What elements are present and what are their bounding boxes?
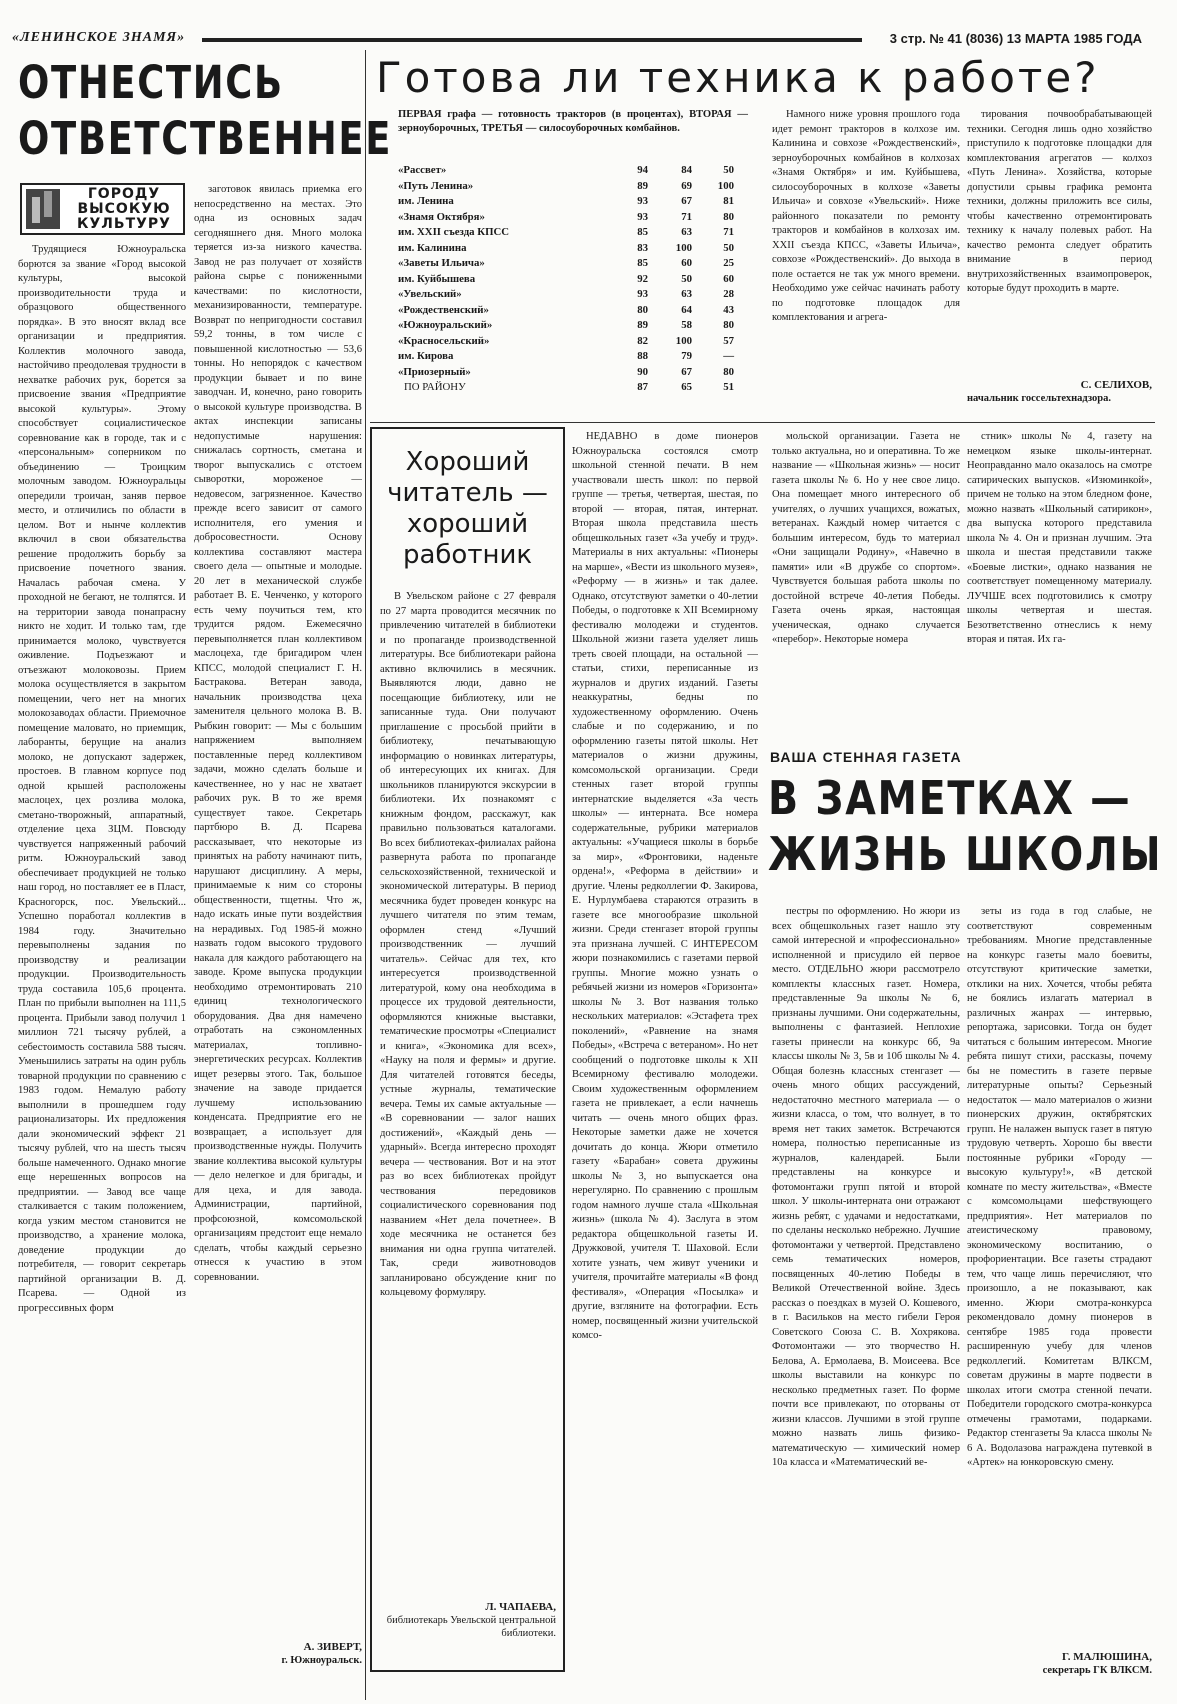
left-headline [18, 55, 393, 167]
readiness-value: 63 [681, 288, 692, 300]
table-row [398, 226, 748, 242]
farm-name: им. Ленина [398, 195, 454, 207]
farm-name: «Рассвет» [398, 164, 447, 176]
readiness-value: 94 [637, 164, 648, 176]
farm-name: «Путь Ленина» [398, 179, 474, 192]
readiness-value: 89 [637, 319, 648, 331]
readiness-value: 63 [681, 226, 692, 238]
reader-signature [380, 1600, 556, 1640]
author-selikhov-title: начальник госсельтехнадзора. [967, 393, 1111, 404]
readiness-value: 65 [681, 381, 692, 393]
table-row [398, 366, 748, 382]
farm-name: «Заветы Ильича» [398, 257, 485, 269]
table-row [398, 350, 748, 366]
readiness-value: 100 [675, 241, 692, 254]
readiness-value: 85 [637, 226, 648, 238]
table-row [398, 273, 748, 289]
farm-name: им. XXII съезда КПСС [398, 226, 510, 238]
school-headline-line2: ЖИЗНЬ ШКОЛЫ [768, 827, 1163, 881]
author-malyushina-title: секретарь ГК ВЛКСМ. [1042, 1665, 1152, 1676]
author-malyushina: Г. МАЛЮШИНА, [1061, 1651, 1152, 1663]
column-divider [365, 50, 366, 1700]
readiness-value: 79 [681, 350, 692, 362]
school-headline-line1: В ЗАМЕТКАХ — [768, 771, 1132, 825]
table-intro: ПЕРВАЯ графа — готовность тракторов (в процентах), ВТОРАЯ — зерноуборочных, ТРЕТЬЯ — силосоуборочных комбайнов. [398, 109, 748, 134]
readiness-value: — [723, 350, 734, 362]
readiness-value: 50 [723, 241, 734, 254]
farm-name: «Рождественский» [398, 303, 489, 316]
readiness-value: 88 [637, 350, 648, 362]
readiness-value: 92 [637, 272, 648, 285]
reader-headline: Хороший читатель — хороший работник [387, 447, 548, 570]
masthead-rule [202, 38, 862, 42]
farm-name: ПО РАЙОНУ [404, 381, 466, 393]
school-headline [768, 770, 1163, 882]
readiness-value: 80 [637, 303, 648, 316]
readiness-table [398, 164, 748, 397]
readiness-value: 93 [637, 210, 648, 223]
left-article-signature [194, 1640, 362, 1667]
school-article-col6: мольской организации. Газета не только актуальна, но и оперативна. То же название — «Школьная жизнь» — носит газета школы № 6. Но у нее свое лицо. Она помещает много интересного об учителях, о лучших учащихся, вожатых, ветеранах. Каждый номер читается с большим интересом, будь то материал «Они защищали Родину», «Навечно в памяти» или «В дружбе со спортом». Чувствуется большая работа школы по достойной встрече 40-летия Победы. Газета очень яркая, настоящая ученическая, однако случается «перебор». Некоторые номера [772, 431, 960, 645]
readiness-value: 71 [681, 210, 692, 223]
readiness-value: 82 [637, 334, 648, 347]
readiness-value: 100 [675, 334, 692, 347]
rubric-emblem-icon [26, 189, 60, 229]
school-article-col5: НЕДАВНО в доме пионеров Южноуральска состоялся смотр школьной стенной печати. В нем участвовали шесть школ: по первой группе — третья, четвертая, шестая, по второй — вторая, пятая, интернат. Вторая школа представила шесть общешкольных газет «За учебу и труд». Материалы в них актуальны: «Пионеры на марше», «Вести из школьного музея», «Реформу — в жизнь» и так далее. Однако, отсутствуют заметки о 40-летии Победы, о подготовке к XII Всемирному фестивалю молодежи и студентов. Школьной жизни газета уделяет лишь треть своей площади, на остальной — статьи, стихи, переписанные из журналов и других изданий. Газеты неаккуратны, бедны по художественному оформлению. Очень слабые и по содержанию, и по оформлению газеты пятой школы. Нет материалов о жизни дружины, комсомольской организации. Среди стенных газет второй группы интернатские выделяется «За честь школы» — интерната. Все номера содержательные, рубрики материалов актуальны: «Учащиеся школы в борьбе за мир», «Фронтовики, наденьте ордена!», «Реформа в действии» и другие. Члены редколлегии Ф. Закирова, Е. Нурлумбаева стараются отразить в газете все многообразие школьной жизни. Среди стенгазет второй группы эта признана лучшей. С ИНТЕРЕСОМ жюри познакомились с газетами первой группы. Многие можно узнать о ребячьей жизни из номеров «Горизонта» школы № 3. Вот названия только нескольких материалов: «Эстафета трех поколений», «Равнение на знамя Победы», «Встреча с ветераном». Но нет сообщений о подготовке школы к XII Всемирному фестивалю молодежи. Своим художественным оформлением газета не привлекает, а если начнешь читать — очень много общих фраз. Некоторые заметки даже не хочется дочитать до конца. Жюри отметило газету «Барабан» совета дружины школы № 3, но выпускается она нерегулярно. По сравнению с прошлым годом намного лучше стала «Школьная жизнь» (школа № 4). Заслуга в этом редактора общешкольной газеты И. Дружковой, учителя Т. Шаховой. Если хотите узнать, чем живут ученики и учителя, прочитайте материалы «В фонд фестиваля», «Операция «Посылка» и другие, взгляните на фотографии. Есть номер, посвященный жизни учительской комсо- [572, 431, 758, 1341]
left-article-col1: Трудящиеся Южноуральска борются за звание «Город высокой культуры, высокой производительности труда и образцового общественного порядка». В это вносят вклад все организации и предприятия. Коллектив молочного завода, настойчиво преодолевая трудности в нехватке рабочих рук, борется за присвоение звания «Предприятие высокой культуры». Этому способствует социалистическое соревнование как в городе, так и с «персональным» соперником по объединению — Троицким молочным заводом. Южноуральцы опередили троичан, заняв первое место, и отличились по области в целом. Вот и нынче коллектив включил в свои обязательства решение продолжить борьбу за присвоение почетного звания. Началась рабочая смена. У проходной не бегают, не толпятся. И на территории завода понапрасну никто не ходит. И только там, где принимается молоко, чувствуется оживление. Подъезжают и отъезжают молоковозы. Прием молока осуществляется в закрытом помещении, чего нет на многих молокозаводах области. Приемочное помещение маловато, но приемщик, лаборанты, берущие на анализ молоко, не допускают задержек, простоев. В главном корпусе под одной крышей расположены маслоцех, цех розлива молока, сметано-творожный, аппаратный, отделение цеха ЗЦМ. Повсюду чувствуется напряженный рабочий ритм. Южноуральский завод обеспечивает продукцией не только наш город, но поставляет ее в Пласт, Красногорск, пос. Увельский... Успешно поработал коллектив в 1984 году. Значительно перевыполнены задания по производству и реализации продукции. Производительность труда составила 105,6 процента. План по прибыли выполнен на 111,5 процента. Прибыли завод получил 1 миллион 721 тысячу рублей, а себестоимость составила 588 тысяч. Уменьшились затраты на один рубль товарной продукции по сравнению с 1983 годом. Немалую работу выполнили в прошедшем году рационализаторы. Их предложения дали экономический эффект 21 тысячу рублей, что на шесть тысяч больше намеченного. Однако многие еще нерешенных вопросов на предприятии. — Завод все чаще сталкивается с таким положением, когда узким местом становится не производство, а хранение молока, доведение продукции до потребителя, — говорит секретарь партийной организации В. Д. Псарева. — Одной из прогрессивных форм [18, 244, 186, 1314]
tech-signature [967, 378, 1152, 405]
readiness-value: 90 [637, 365, 648, 378]
table-row [398, 195, 748, 211]
readiness-value: 84 [681, 164, 692, 176]
table-row [398, 288, 748, 304]
farm-name: «Увельский» [398, 288, 462, 300]
reader-article-body: В Увельском районе с 27 февраля по 27 марта проводится месячник по привлечению читателей в библиотеки и по пропаганде производственной литературы. Все библиотекари района активно включились в месячник. Выявляются люди, давно не посещающие библиотеку, или не записанные туда. Они получают приглашение с просьбой прийти в библиотеку, печатывающую информацию о новинках литературы, об интересующих их книгах. Для школьников планируются экскурсии в библиотеки. Их познакомят с книжным фондом, расскажут, как правильно пользоваться каталогами. Во всех библиотеках-филиалах района развернута работа по пропаганде сельскохозяйственной, технической и экономической литературы. В период месячника будет проведен конкурс на лучшего читателя по этим темам, оформлен стенд «Лучший производственник — лучший читатель». Сейчас для тех, кто интересуется производственной литературой, кому она необходима в процессе их трудовой деятельности, оформляются книжные выставки, тематические просмотры «Специалист и книга», «Экономика для всех», «Науку на поля и фермы» и другие. Для читателей готовятся беседы, устные журналы, тематические вечера. Темы их самые актуальные — «В соревновании — залог наших достижений», «Каждый день — ударный». Всегда интересно проходят вечера — чествования. Вот и на этот раз во всех библиотеках пройдут чествования передовиков социалистического соревнования под названием «Нет дела почетнее». В ходе месячника не останется без внимания ни одна группа читателей. Так, среди животноводов запланировано обсуждение книг по кольцевому формуляру. [380, 591, 556, 1298]
farm-name: «Южноуральский» [398, 319, 493, 331]
table-row [398, 257, 748, 273]
readiness-value: 28 [723, 288, 734, 300]
author-chapaeva: Л. ЧАПАЕВА, [485, 1601, 556, 1613]
tech-article-col4: тирования почвообрабатывающей техники. Сегодня лишь одно хозяйство приступило к подготовке площадки для комплектования агрегатов — колхоз «Путь Ленина». Хозяйства, которые допустили срывы графика ремонта техники, должны приложить все силы, чтобы качественно отремонтировать технику к началу полевых работ. На качество ремонта следует обратить внимание в период внутрихозяйственных взаимопроверок, которые будут проходить в марте. [967, 109, 1152, 294]
author-selikhov: С. СЕЛИХОВ, [1080, 379, 1152, 391]
tech-article-col3: Намного ниже уровня прошлого года идет ремонт тракторов в колхозе им. Калинина и совхозе «Рождественский», зерноуборочных комбайнов в колхозах «Знамя Октября» и им. Куйбышева, силосоуборочных в колхозе «Заветы Ильича» и совхозе «Увельский». Ниже районного показатели по ремонту тракторов и комбайнов в колхозах им. XXII съезда КПСС, «Заветы Ильича», совхозе «Рождественский». До выхода в поле остается не так уж много времени. Необходимо уже сейчас начинать работу по подготовке площадок для комплектования и агрега- [772, 109, 960, 323]
school-article-col7: стник» школы № 4, газету на немецком языке школы-интернат. Неоправданно мало оказалось на смотре сатирических выпусков. «Изюминкой», причем не только на этом бледном фоне, можно назвать «Школьный сатирикон», два выпуска которого представила школа № 4. Он и признан лучшим. Эта школа и шестая представили также «Боевые листки», однако названия не соответствует помещенному материалу. ЛУЧШЕ всех подготовились к смотру школы четвертая и шестая. Безответственно отнеслись к нему вторая и пятая. Их га- [967, 431, 1152, 645]
readiness-value: 83 [637, 241, 648, 254]
table-row [398, 319, 748, 335]
left-headline-line1: ОТНЕСТИСЬ [18, 56, 284, 109]
left-headline-line2: ОТВЕТСТВЕННЕЕ [18, 112, 393, 165]
rubric-box [20, 183, 185, 235]
farm-name: им. Кирова [398, 350, 454, 362]
readiness-value: 67 [681, 195, 692, 207]
readiness-value: 100 [717, 179, 734, 192]
readiness-value: 57 [723, 334, 734, 347]
farm-name: «Знамя Октября» [398, 210, 485, 223]
table-row [398, 242, 748, 258]
farm-name: им. Куйбышева [398, 272, 476, 285]
tech-headline: Готова ли техника к работе? [376, 53, 1100, 102]
school-article-col8: пестры по оформлению. Но жюри из всех общешкольных газет нашло эту самой интересной и «профессионально» исполненной и присудило ей первое место. ОТДЕЛЬНО жюри рассмотрело комплекты классных газет. Номера, представленные 9а школы № 6, признаны лучшими. Они содержательны, выполнены с фантазией. Неплохие газеты принесли на конкурс 6б, 9а классы школы № 3, 5в и 10б школы № 4. Общая болезнь классных стенгазет — очень много общих рассуждений, недостаточно местного материала — о жизни класса, о том, что волнует, в то время нет таких заметок. Встречаются номера, полностью переписанные из журналов, календарей. Были представлены на конкурсе и фотомонтажи групп пятой и второй школ. У школы-интерната они отражают жизнь ребят, с удачами и недостатками, по сделаны несколько небрежно. Лучшие фотомонтажи у четвертой. Представлено семь тематических номеров, посвященных 40-летию Победы в Великой Отечественной войне. Здесь рассказ о поездках в музей О. Кошевого, в г. Васильков на место гибели Героя Советского Союза С. В. Хохрякова. Фотомонтажи — это творчество Н. Белова, А. Ермолаева, В. Моисеева. Все школы выставили на конкурс по несколько предметных газет. По форме почти все привлекают, по оторваны от жизни классов. Лучшими в этой группе можно назвать лишь физико-математическую — химический номер 10а класса и «Математический ве- [772, 906, 960, 1468]
author-zivert: А. ЗИВЕРТ, [303, 1641, 362, 1653]
table-row [398, 211, 748, 227]
tech-divider [370, 422, 1155, 423]
author-chapaeva-title: библиотекарь Увельской центральной библиотеки. [386, 1615, 556, 1639]
readiness-value: 85 [637, 257, 648, 269]
left-article-col2: заготовок явилась приемка его непосредственно на местах. Это одна из основных задач сегодняшнего дня. Много молока теряется из-за низкого качества. Завод не раз получает от хозяйств района сырье с пониженными качествами: по кислотности, механизированности, температуре. Возврат по непригодности составил 59,2 тонны, в том числе с повышенной кислотностью — 53,6 тонны. Но непорядок с качеством продукции бывает и по вине заводчан. И, конечно, рано говорить о высокой культуре производства. В актах инспекции записаны недопустимые нарушения: снижалась сортность, сметана и творог выпускались с отстоем сыворотки, мороженое — недовесом, загрязненное. Качество прежде всего зависит от самого исполнителя, его умения и добросовестности. Основу коллектива составляют мастера своего дела — опытные и молодые. 20 лет в механической службе работает В. Е. Ченченко, у которого есть чему поучиться тем, кто трудится рядом. Ежемесячно перевыполняется план коллективом маслоцеха, где бригадиром член КПСС, молодой специалист Г. Н. Бастракова. Ветеран завода, начальник производства цеха заменителя цельного молока В. В. Рыбкин говорит: — Мы с большим напряжением выполняем поставленные перед коллективом задачи, можно сделать больше и качественнее, но у нас не хватает рабочих рук. В то же время существует такое. Секретарь партбюро В. Д. Псарева рассказывает, что некоторые из принятых на работу начинают пить, нарушают дисциплину. А меры, принимаемые к ним со стороны общественности, тщетны. Что ж, надо искать иные пути воздействия на нерадивых. Год 1985-й можно назвать годом высокого трудового накала для каждого работающего на заводе. Кроме выпуска продукции необходимо отремонтировать 210 единиц технологического оборудования. Два дня намечено отработать на сэкономленных материалах, топливно-энергетических ресурсах. Коллектив ищет резервы этого. Так, большое значение на заводе придается лучшему использованию конденсата. Предприятие его не возвращает, а использует для производственные нужды. Получить звание коллектива высокой культуры — дело нелегкое и для бригады, и для цеха, и для завода. Администрации, партийной, профсоюзной, комсомольской организациям предстоит еще немало сделать, чтобы каждый серьезно отнесся к участию в этом соревновании. [194, 184, 362, 1283]
readiness-value: 80 [723, 365, 734, 378]
readiness-value: 25 [723, 257, 734, 269]
newspaper-name: «ЛЕНИНСКОЕ ЗНАМЯ» [12, 30, 186, 45]
farm-name: «Красносельский» [398, 334, 490, 347]
readiness-value: 93 [637, 195, 648, 207]
table-row [398, 335, 748, 351]
readiness-value: 58 [681, 319, 692, 331]
readiness-value: 93 [637, 288, 648, 300]
readiness-value: 69 [681, 179, 692, 192]
school-article-col9: зеты из года в год слабые, не соответствуют современным требованиям. Многие представленные на конкурс газеты мало боевиты, отсутствуют критические заметки, отклики на них. Хочется, чтобы ребята не боялись излагать материал в различных жанрах — интервью, репортажа, зарисовки. Тогда он будет читаться с большим интересом. Многие ребята пишут стихи, рассказы, почему бы не поместить в газете первые литературные опыты? Серьезный недостаток — мало материалов о жизни пионерских дружин, октябрятских групп. Не налажен выпуск газет в пятую трудовую четверть. Хорошо бы ввести постоянные рубрики «Городу — высокую культуру!», «В детской комнате по месту жительства», «Вместе с комсомольцами шефствующего предприятия». Нет материалов по атеистическому правовому, экономическому воспитанию, о профориентации. Все газеты страдают тем, что чаще лишь перечисляют, что произошло, а не показывают, как именно. Жюри смотра-конкурса рекомендовало домну пионеров в сентябре 1985 года провести расширенную учебу для членов редколлегий. Комитетам ВЛКСМ, советам дружины в марте подвести в школах итоги смотра стенной печати. Победители городского смотра-конкурса отмечены грамотами, подарками. Редактор стенгазеты 9а класса школы № 6 А. Водолазова награждена путевкой в «Артек» на юнкоровскую смену. [967, 906, 1152, 1468]
readiness-value: 43 [723, 303, 734, 316]
readiness-value: 71 [723, 226, 734, 238]
readiness-value: 64 [681, 303, 692, 316]
issue-info: 3 стр. № 41 (8036) 13 МАРТА 1985 ГОДА [889, 31, 1142, 46]
table-row [398, 381, 748, 397]
section-kicker: ВАША СТЕННАЯ ГАЗЕТА [770, 749, 962, 765]
readiness-value: 50 [681, 272, 692, 285]
farm-name: им. Калинина [398, 241, 467, 254]
readiness-value: 60 [681, 257, 692, 269]
readiness-value: 67 [681, 365, 692, 378]
readiness-value: 80 [723, 210, 734, 223]
farm-name: «Приозерный» [398, 365, 471, 378]
masthead [12, 30, 1162, 50]
author-zivert-place: г. Южноуральск. [281, 1655, 362, 1666]
readiness-value: 51 [723, 381, 734, 393]
table-row [398, 164, 748, 180]
readiness-value: 60 [723, 272, 734, 285]
table-row [398, 304, 748, 320]
readiness-value: 89 [637, 179, 648, 192]
school-signature [967, 1650, 1152, 1677]
table-row [398, 180, 748, 196]
readiness-value: 50 [723, 164, 734, 176]
readiness-value: 87 [637, 381, 648, 393]
rubric-label: ГОРОДУ ВЫСОКУЮ КУЛЬТУРУ [77, 186, 171, 232]
readiness-value: 81 [723, 195, 734, 207]
readiness-value: 80 [723, 319, 734, 331]
